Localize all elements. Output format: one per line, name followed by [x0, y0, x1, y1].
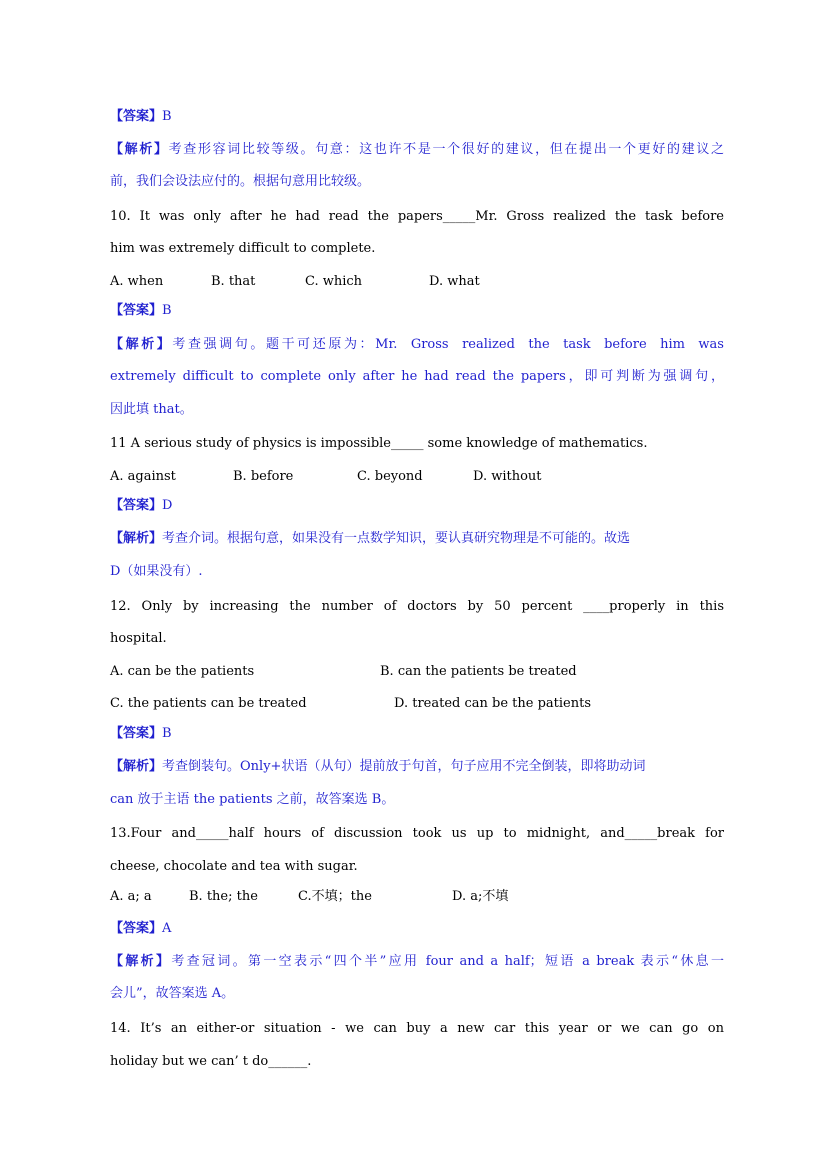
option-b: B. can the patients be treated: [380, 664, 577, 679]
option-a: A. a; a: [110, 889, 152, 904]
option-d: D. without: [473, 469, 542, 484]
analysis-text-cont: can 放于主语 the patients 之前，故答案选 B。: [110, 792, 395, 807]
answer-row-13: [110, 920, 171, 938]
answer-row-9: [110, 108, 172, 126]
answer-row-11: [110, 497, 172, 515]
answer-label: 【答案】: [110, 303, 163, 318]
question-10-text: 10. It was only after he had read the papers_____Mr. Gross realized the task before: [110, 209, 724, 224]
answer-value: B: [162, 109, 172, 124]
analysis-text: 考查倒装句。Only+状语（从句）提前放于句首，句子应用不完全倒装，即将助动词: [162, 759, 646, 774]
answer-value: B: [162, 726, 172, 741]
question-13-text-cont: cheese, chocolate and tea with sugar.: [110, 859, 358, 874]
analysis-label: 【解析】: [110, 531, 163, 546]
analysis-row-13: [110, 953, 724, 971]
option-d: D. a;不填: [452, 889, 509, 904]
option-b: B. that: [211, 274, 256, 289]
question-14-text-cont: holiday but we can’ t do______.: [110, 1054, 312, 1069]
analysis-text-cont: 前，我们会设法应付的。根据句意用比较级。: [110, 174, 371, 189]
question-11-text: 11 A serious study of physics is impossible_____ some knowledge of mathematics.: [110, 436, 648, 451]
analysis-row-10: [110, 336, 724, 354]
question-10-text-cont: him was extremely difficult to complete.: [110, 241, 376, 256]
option-c: C. which: [305, 274, 363, 289]
option-d: D. treated can be the patients: [394, 696, 591, 711]
answer-row-10: [110, 302, 172, 320]
option-a: A. when: [110, 274, 164, 289]
question-12-text-cont: hospital.: [110, 631, 167, 646]
analysis-row-11: [110, 530, 630, 548]
answer-value: D: [162, 498, 173, 513]
analysis-text-cont: extremely difficult to complete only after he had read the papers，即可判断为强调句，: [110, 369, 724, 384]
analysis-text-cont: 会儿”，故答案选 A。: [110, 986, 235, 1001]
analysis-label: 【解析】: [110, 142, 169, 157]
answer-row-12: [110, 725, 172, 743]
option-a: A. against: [110, 469, 176, 484]
analysis-label: 【解析】: [110, 759, 163, 774]
analysis-text-cont: 因此填 that。: [110, 402, 193, 417]
option-d: D. what: [429, 274, 480, 289]
question-14-text: 14. It’s an either-or situation - we can buy a new car this year or we can go on: [110, 1021, 724, 1036]
option-c: C. the patients can be treated: [110, 696, 307, 711]
analysis-text: 考查冠词。第一空表示“四个半”应用 four and a half；短语 a break 表示“休息一: [171, 954, 724, 969]
analysis-text: 考查介词。根据句意，如果没有一点数学知识，要认真研究物理是不可能的。故选: [162, 531, 631, 546]
analysis-text-cont: D（如果没有）.: [110, 564, 203, 579]
analysis-row-9: [110, 141, 724, 159]
answer-value: B: [162, 303, 172, 318]
analysis-label: 【解析】: [110, 954, 172, 969]
answer-value: A: [162, 921, 172, 936]
analysis-text: 考查强调句。题干可还原为：Mr. Gross realized the task before him was: [172, 337, 724, 352]
option-b: B. the; the: [189, 889, 258, 904]
answer-label: 【答案】: [110, 726, 163, 741]
option-c: C.不填；the: [298, 889, 372, 904]
answer-label: 【答案】: [110, 109, 163, 124]
option-a: A. can be the patients: [110, 664, 255, 679]
question-13-text: 13.Four and_____half hours of discussion took us up to midnight, and_____break for: [110, 826, 724, 841]
analysis-label: 【解析】: [110, 337, 173, 352]
question-12-text: 12. Only by increasing the number of doctors by 50 percent ____properly in this: [110, 599, 724, 614]
option-c: C. beyond: [357, 469, 423, 484]
answer-label: 【答案】: [110, 921, 163, 936]
analysis-text: 考查形容词比较等级。句意：这也许不是一个很好的建议，但在提出一个更好的建议之: [168, 142, 724, 157]
analysis-row-12: [110, 758, 645, 776]
option-b: B. before: [233, 469, 294, 484]
answer-label: 【答案】: [110, 498, 163, 513]
